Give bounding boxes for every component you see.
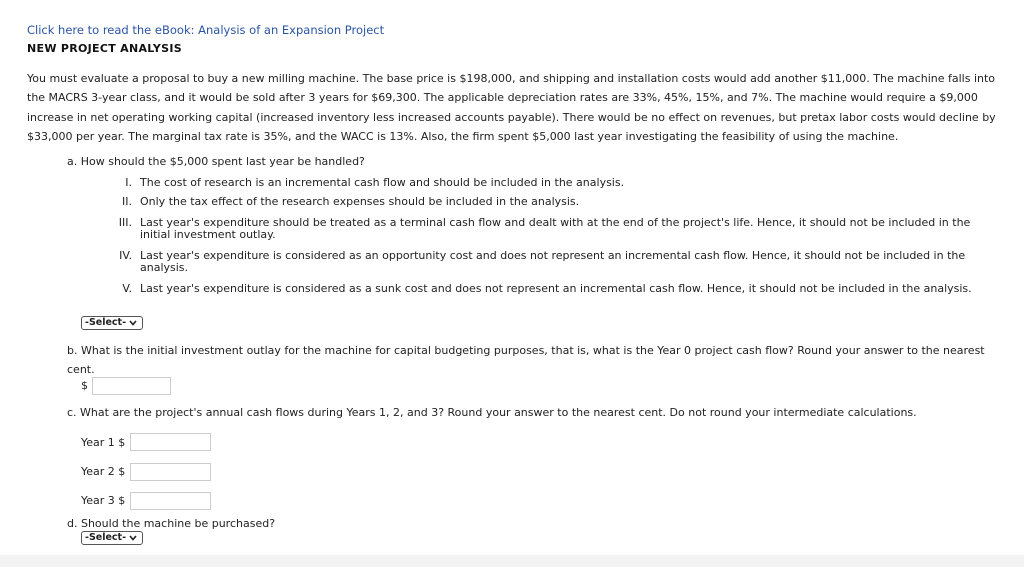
option-iv (104, 250, 984, 276)
year-1-label: Year 1 $ (81, 436, 126, 449)
page-title: NEW PROJECT ANALYSIS (27, 42, 183, 55)
answer-a-select[interactable] (81, 316, 143, 330)
question-b: b. What is the initial investment outlay for the machine for capital budgeting purposes, that is, what is the Year 0 project cash flow? Round your answer to the nearest cent. (67, 344, 985, 376)
year-3-input[interactable] (130, 492, 211, 510)
option-ii (104, 196, 984, 210)
year-2-label: Year 2 $ (81, 465, 126, 478)
year-2-input[interactable] (130, 463, 211, 481)
chevron-down-icon (129, 320, 137, 326)
ebook-link[interactable]: Click here to read the eBook: Analysis of an Expansion Project (27, 23, 385, 37)
option-number: III. (118, 216, 132, 229)
option-text: Last year's expenditure should be treated as a terminal cash flow and dealt with at the end of the project's life. Hence, it should not be included in the initial investment outlay. (140, 216, 971, 241)
option-text: Only the tax effect of the research expenses should be included in the analysis. (140, 195, 580, 208)
option-number: V. (122, 282, 132, 295)
option-text: Last year's expenditure is considered as an opportunity cost and does not represent an incremental cash flow. Hence, it should not be included in the analysis. (140, 249, 966, 274)
option-text: Last year's expenditure is considered as a sunk cost and does not represent an incremental cash flow. Hence, it should not be included in the analysis. (140, 282, 972, 295)
select-value: -Select- (85, 317, 127, 328)
chevron-down-icon (129, 535, 137, 541)
answer-d-select[interactable] (81, 531, 143, 545)
option-iii (104, 217, 984, 243)
question-a: a. How should the $5,000 spent last year be handled? (67, 155, 365, 168)
problem-statement: You must evaluate a proposal to buy a new milling machine. The base price is $198,000, and shipping and installation costs would add another $11,000. The machine falls into the MACRS 3-year class, and it would be sold after 3 years for $69,300. The applicable depreciation rates are 33%, 45%, 15%, and 7%. The machine would require a $9,000 increase in net operating working capital (increased inventory less increased accounts payable). There would be no effect on revenues, but pretax labor costs would decline by $33,000 per year. The marginal tax rate is 35%, and the WACC is 13%. Also, the firm spent $5,000 last year investigating the feasibility of using the machine. (27, 72, 996, 143)
option-number: II. (122, 195, 132, 208)
option-number: I. (125, 176, 132, 189)
option-text: The cost of research is an incremental cash flow and should be included in the analysis. (140, 176, 625, 189)
question-c: c. What are the project's annual cash flows during Years 1, 2, and 3? Round your answer to the nearest cent. Do not round your intermediate calculations. (67, 406, 917, 419)
bottom-bar (0, 555, 1024, 567)
option-i (104, 177, 984, 191)
year-1-input[interactable] (130, 433, 211, 451)
option-number: IV. (119, 249, 132, 262)
option-v (104, 283, 984, 297)
question-d: d. Should the machine be purchased? (67, 517, 276, 530)
year-3-label: Year 3 $ (81, 494, 126, 507)
select-value: -Select- (85, 532, 127, 543)
initial-outlay-input[interactable] (92, 377, 171, 395)
currency-label: $ (81, 379, 88, 392)
